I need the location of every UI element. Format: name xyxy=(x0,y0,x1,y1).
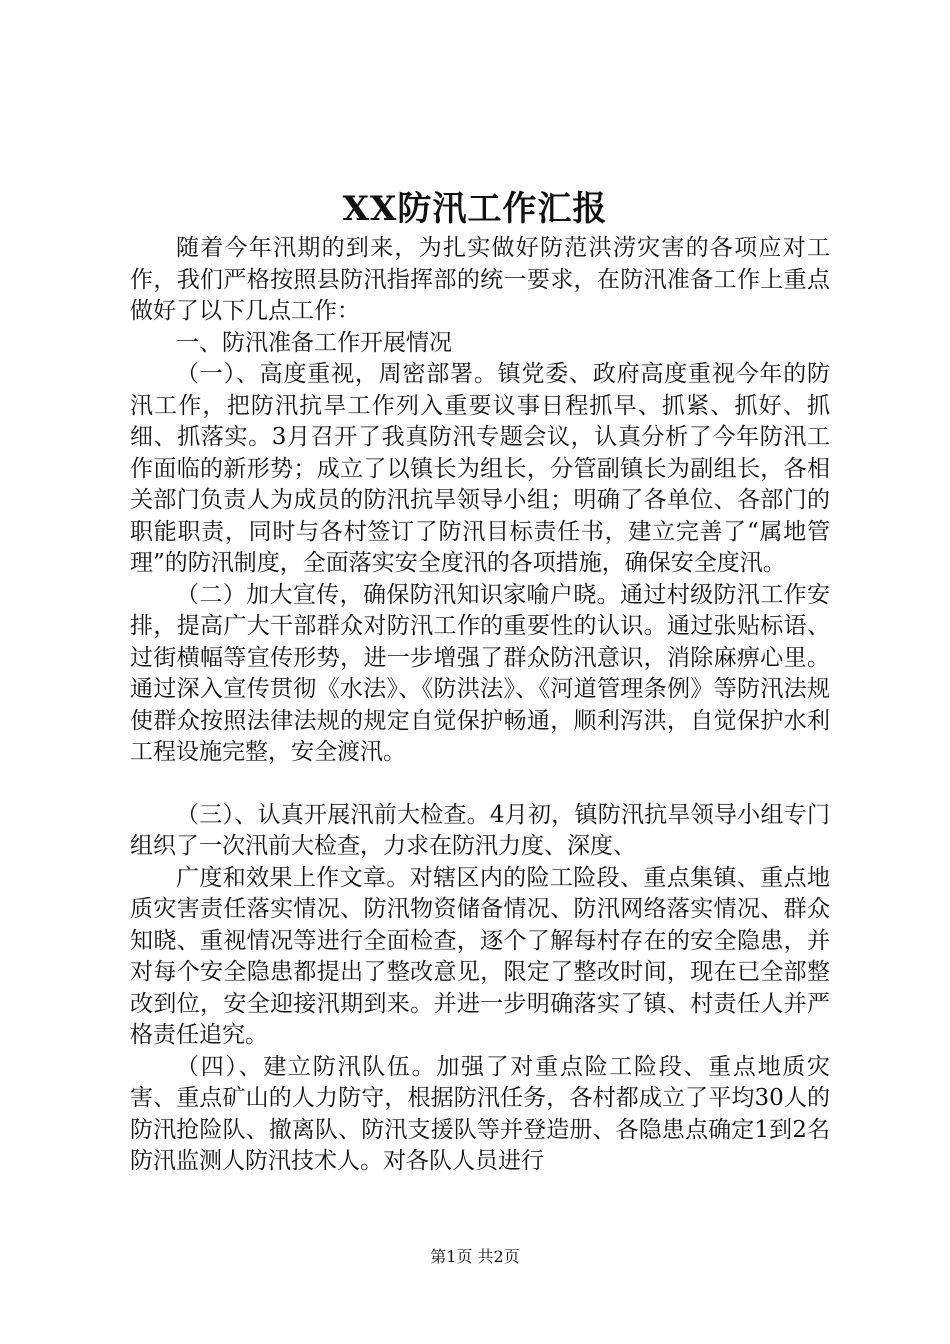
section-heading: 一、防汛准备工作开展情况 xyxy=(176,329,452,356)
document-body xyxy=(130,233,830,1178)
paragraph-part-4: （四）、建立防汛队伍。加强了对重点险工险段、重点地质灾害、重点矿山的人力防守，根据防汛任务，各村都成立了平均30人的防汛抢险队、撤离队、防汛支援队等并登造册、各隐患点确定1到2名防汛监测人防汛技术人。对各队人员进行 xyxy=(130,1053,830,1174)
intro-paragraph: 随着今年汛期的到来，为扎实做好防范洪涝灾害的各项应对工作，我们严格按照县防汛指挥部的统一要求，在防汛准备工作上重点做好了以下几点工作： xyxy=(130,235,830,324)
paragraph-part-2: （二）加大宣传，确保防汛知识家喻户晓。通过村级防汛工作安排，提高广大干部群众对防汛工作的重要性的认识。通过张贴标语、过街横幅等宣传形势，进一步增强了群众防汛意识，消除麻痹心里。通过深入宣传贯彻《水法》、《防洪法》、《河道管理条例》等防汛法规使群众按照法律法规的规定自觉保护畅通，顺利泻洪，自觉保护水利工程设施完整，安全渡汛。 xyxy=(130,581,830,765)
paragraph-part-1: （一）、高度重视，周密部署。镇党委、政府高度重视今年的防汛工作，把防汛抗旱工作列入重要议事日程抓早、抓紧、抓好、抓细、抓落实。3月召开了我真防汛专题会议，认真分析了今年防汛工作面临的新形势；成立了以镇长为组长，分管副镇长为副组长，各相关部门负责人为成员的防汛抗旱领导小组；明确了各单位、各部门的职能职责，同时与各村签订了防汛目标责任书，建立完善了“属地管理”的防汛制度，全面落实安全度汛的各项措施，确保安全度汛。 xyxy=(130,361,830,576)
paragraph-part-3: （三）、认真开展汛前大检查。4月初，镇防汛抗旱领导小组专门组织了一次汛前大检查，力求在防汛力度、深度、 xyxy=(130,801,830,859)
document-title: XX防汛工作汇报 xyxy=(342,189,608,229)
page-footer: 第1页 共2页 xyxy=(430,1247,520,1266)
paragraph-part-3-continued: 广度和效果上作文章。对辖区内的险工险段、重点集镇、重点地质灾害责任落实情况、防汛物资储备情况、防汛网络落实情况、群众知晓、重视情况等进行全面检查，逐个了解每村存在的安全隐患，并对每个安全隐患都提出了整改意见，限定了整改时间，现在已全部整改到位，安全迎接汛期到来。并进一步明确落实了镇、村责任人并严格责任追究。 xyxy=(130,864,830,1048)
